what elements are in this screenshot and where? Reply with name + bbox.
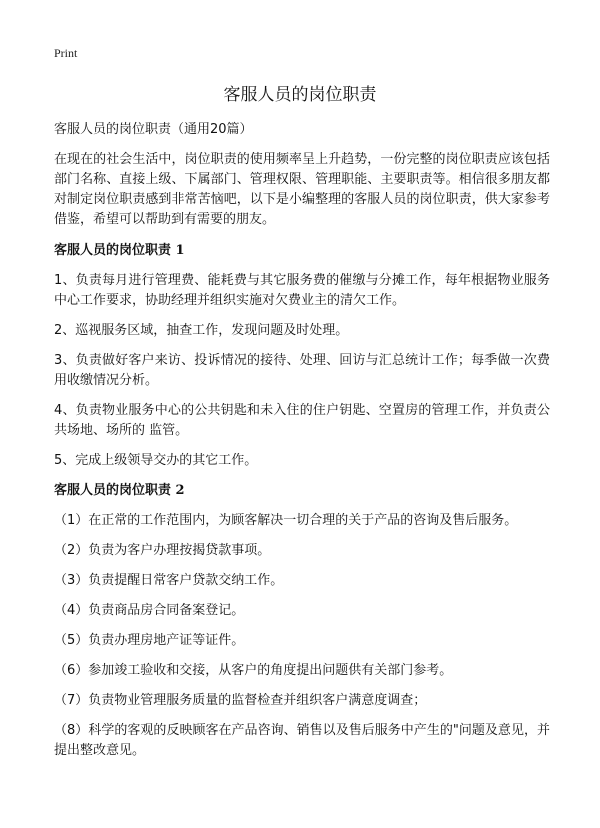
section-2 — [54, 481, 550, 761]
list-item: 2、巡视服务区域，抽查工作，发现问题及时处理。 — [54, 323, 349, 338]
document-body — [54, 120, 550, 771]
list-item: （3）负责提醒日常客户贷款交纳工作。 — [54, 573, 284, 588]
list-item: （4）负责商品房合同备案登记。 — [54, 603, 245, 618]
section-heading: 客服人员的岗位职责 1 — [54, 243, 185, 258]
section-heading: 客服人员的岗位职责 2 — [54, 483, 185, 498]
list-item: （6）参加竣工验收和交接，从客户的角度提出问题供有关部门参考。 — [54, 663, 453, 678]
print-label[interactable]: Print — [54, 46, 78, 60]
duty-list — [54, 271, 550, 471]
list-item: 3、负责做好客户来访、投诉情况的接待、处理、回访与汇总统计工作；每季做一次费用收缴情况分析。 — [54, 353, 550, 388]
page-title: 客服人员的岗位职责 — [223, 85, 377, 105]
list-item: 1、负责每月进行管理费、能耗费与其它服务费的催缴与分摊工作，每年根据物业服务中心工作要求，协助经理并组织实施对欠费业主的清欠工作。 — [54, 273, 550, 308]
list-item: 5、完成上级领导交办的其它工作。 — [54, 453, 258, 468]
section-1 — [54, 241, 550, 471]
document-subtitle: 客服人员的岗位职责（通用20篇） — [54, 122, 253, 137]
list-item: （2）负责为客户办理按揭贷款事项。 — [54, 543, 271, 558]
list-item: （7）负责物业管理服务质量的监督检查并组织客户满意度调查； — [54, 693, 427, 708]
duty-list — [54, 511, 550, 761]
list-item: 4、负责物业服务中心的公共钥匙和未入住的住户钥匙、空置房的管理工作，并负责公共场地、场所的 监管。 — [54, 403, 550, 438]
list-item: （5）负责办理房地产证等证件。 — [54, 633, 245, 648]
list-item: （1）在正常的工作范围内，为顾客解决一切合理的关于产品的咨询及售后服务。 — [54, 513, 518, 528]
intro-paragraph: 在现在的社会生活中，岗位职责的使用频率呈上升趋势，一份完整的岗位职责应该包括部门名称、直接上级、下属部门、管理权限、管理职能、主要职责等。相信很多朋友都对制定岗位职责感到非常苦恼吧，以下是小编整理的客服人员的岗位职责，供大家参考借鉴，希望可以帮助到有需要的朋友。 — [54, 152, 550, 227]
list-item: （8）科学的客观的反映顾客在产品咨询、销售以及售后服务中产生的"问题及意见，并提出整改意见。 — [54, 723, 550, 758]
